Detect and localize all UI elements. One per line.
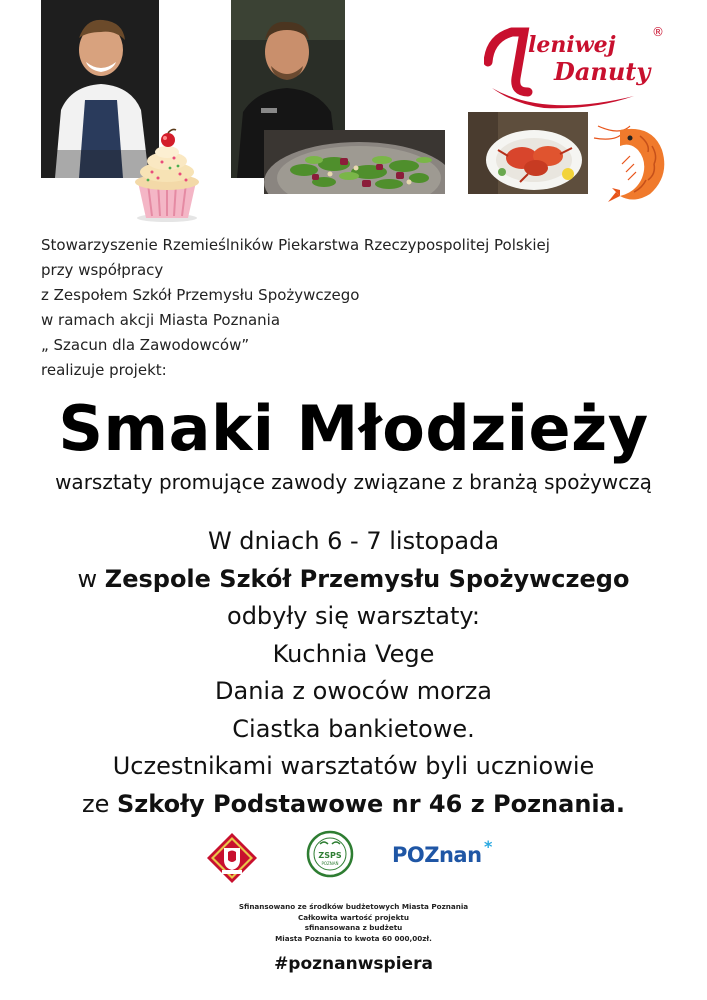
details-workshop-pastry: Ciastka bankietowe. (232, 714, 475, 743)
brand-logo-line1: leniwej (528, 32, 616, 58)
funding-line-4: Miasta Poznania to kwota 60 000,00zł. (275, 933, 432, 943)
details-prefix: ze (82, 789, 118, 818)
crafts-association-logo (206, 832, 258, 884)
registered-mark: ® (652, 25, 664, 39)
intro-line-6: realizuje projekt: (41, 361, 167, 379)
poznan-logo-text: POZnan (392, 843, 482, 867)
details-line-held: odbyły się warsztaty: (227, 602, 480, 630)
intro-line-2: przy współpracy (41, 261, 164, 279)
intro-text (41, 233, 641, 383)
details-school-name: Zespole Szkół Przemysłu Spożywczego (104, 564, 630, 593)
details-line-participants: Uczestnikami warsztatów byli uczniowie (112, 752, 595, 780)
brand-logo-line2: Danuty (554, 57, 651, 86)
page-title: Smaki Młodzieży (58, 392, 649, 465)
hashtag: #poznanwspiera (274, 954, 433, 974)
zsps-school-logo (306, 830, 354, 878)
details-workshop-seafood: Dania z owoców morza (215, 677, 492, 705)
funding-note (0, 902, 707, 944)
funding-line-3: sfinansowana z budżetu (304, 923, 403, 932)
details-line-dates: W dniach 6 - 7 listopada (207, 527, 500, 555)
details-line-school (0, 561, 707, 599)
poznan-city-logo (392, 837, 502, 873)
details-primary-school-name: Szkoły Podstawowe nr 46 z Poznania. (117, 789, 625, 818)
intro-line-3: z Zespołem Szkół Przemysłu Spożywczego (41, 286, 360, 304)
intro-line-4: w ramach akcji Miasta Poznania (41, 311, 281, 329)
intro-line-5: „ Szacun dla Zawodowców” (41, 336, 250, 354)
intro-line-1: Stowarzyszenie Rzemieślników Piekarstwa Rzeczypospolitej Polskiej (41, 236, 550, 254)
cupcake-image (130, 128, 204, 224)
zsps-logo-text: ZSPS (318, 851, 342, 860)
crab-dish-photo (468, 112, 588, 194)
zsps-logo-subtext: POZNAŃ (321, 861, 339, 866)
poznan-star-icon: * (484, 837, 493, 856)
shrimp-image (590, 116, 670, 206)
details-line-primary-school (0, 786, 707, 824)
details-prefix: w (77, 564, 105, 593)
brand-logo (484, 18, 674, 116)
salad-photo (264, 130, 445, 194)
page-subtitle: warsztaty promujące zawody związane z branżą spożywczą (55, 470, 652, 494)
funding-line-1: Sfinansowano ze środków budżetowych Miasta Poznania (238, 902, 469, 911)
funding-line-2: Całkowita wartość projektu (298, 912, 409, 922)
workshop-details (0, 523, 707, 823)
details-workshop-vege: Kuchnia Vege (272, 639, 435, 668)
